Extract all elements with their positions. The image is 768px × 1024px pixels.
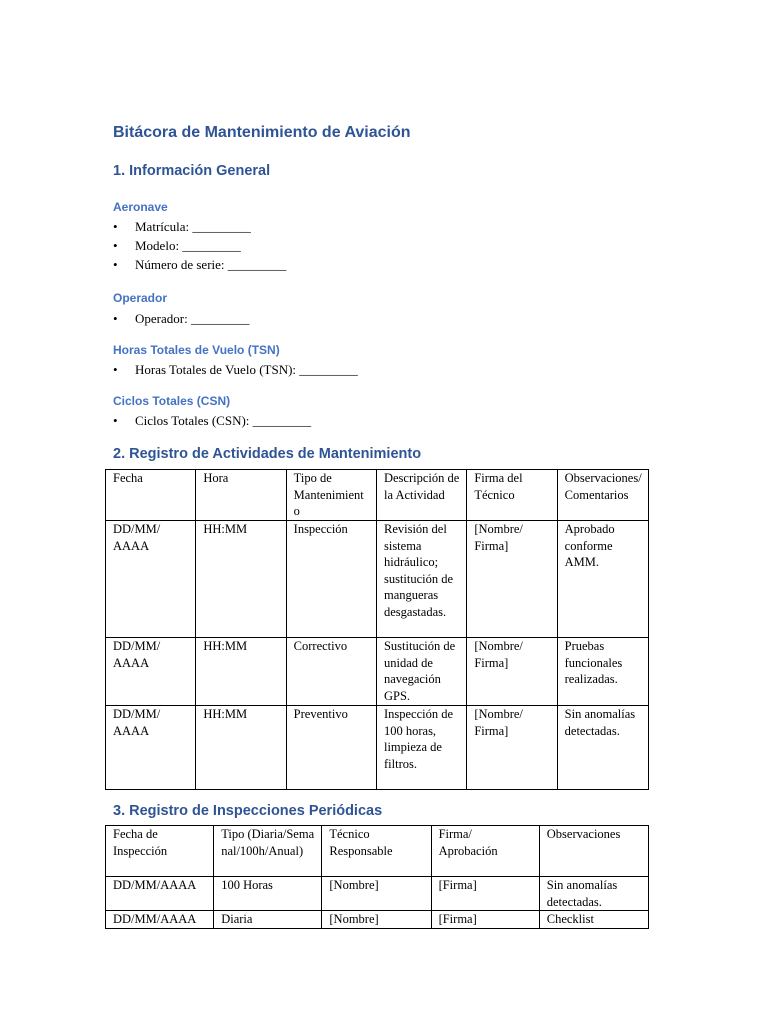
table-cell: [Nombre/ Firma] [467,706,557,790]
horas-list [113,360,358,379]
header-cell: Observaciones [539,826,648,877]
section-1-heading: 1. Información General [113,163,271,179]
table-row [106,877,649,911]
bullet-icon: • [113,362,118,377]
subheading-ciclos-totales: Ciclos Totales (CSN) [113,394,231,408]
table-cell: [Nombre] [322,877,431,911]
subheading-horas-totales: Horas Totales de Vuelo (TSN) [113,343,280,357]
header-cell: Firma/ Aprobación [431,826,539,877]
header-cell: Firma del Técnico [467,470,557,521]
subheading-operador: Operador [113,291,168,305]
list-item [113,360,358,379]
table-cell: Preventivo [286,706,376,790]
field-horas-totales: Horas Totales de Vuelo (TSN): _________ [135,362,358,377]
table-cell: HH:MM [196,638,286,706]
header-cell: Hora [196,470,286,521]
section-2-heading: 2. Registro de Actividades de Mantenimiento [113,446,422,462]
header-cell: Técnico Responsable [322,826,431,877]
header-cell: Tipo (Diaria/Semanal/100h/Anual) [214,826,322,877]
field-operador: Operador: _________ [135,311,250,326]
document-title: Bitácora de Mantenimiento de Aviación [113,124,411,141]
table-cell: Pruebas funcionales realizadas. [557,638,648,706]
bullet-icon: • [113,311,118,326]
list-item [113,236,286,255]
table-cell: Checklist [539,911,648,929]
field-ciclos-totales: Ciclos Totales (CSN): _________ [135,413,312,428]
header-cell: Fecha de Inspección [106,826,214,877]
table-row [106,521,649,638]
bullet-icon: • [113,413,118,428]
list-item [113,411,311,430]
field-matricula: Matrícula: _________ [135,219,251,234]
table-cell: [Nombre/ Firma] [467,521,557,638]
table-cell: [Nombre/ Firma] [467,638,557,706]
aeronave-list [113,217,286,274]
subheading-aeronave: Aeronave [113,200,168,214]
table-cell: Diaria [214,911,322,929]
table-cell: Correctivo [286,638,376,706]
bullet-icon: • [113,257,118,272]
table-header-row [106,826,649,877]
table-cell: Sin anomalías detectadas. [539,877,648,911]
table-cell: DD/MM/ AAAA [106,638,196,706]
table-cell: HH:MM [196,706,286,790]
table-cell: Inspección [286,521,376,638]
table-cell: 100 Horas [214,877,322,911]
table-row [106,911,649,929]
header-cell: Tipo de Mantenimiento [286,470,376,521]
field-modelo: Modelo: _________ [135,238,241,253]
header-cell: Descripción de la Actividad [376,470,466,521]
table-cell: DD/MM/AAAA [106,911,214,929]
table-row [106,706,649,790]
maintenance-activities-table [105,469,649,790]
section-3-heading: 3. Registro de Inspecciones Periódicas [113,803,383,819]
periodic-inspections-table [105,825,649,929]
table-row [106,638,649,706]
bullet-icon: • [113,238,118,253]
table-cell: Sin anomalías detectadas. [557,706,648,790]
bullet-icon: • [113,219,118,234]
table-cell: HH:MM [196,521,286,638]
table-cell: [Nombre] [322,911,431,929]
field-numero-serie: Número de serie: _________ [135,257,287,272]
table-header-row [106,470,649,521]
header-cell: Observaciones/ Comentarios [557,470,648,521]
table-cell: Revisión del sistema hidráulico; sustitución de mangueras desgastadas. [376,521,466,638]
table-cell: DD/MM/ AAAA [106,521,196,638]
table-cell: DD/MM/AAAA [106,877,214,911]
table-cell: Sustitución de unidad de navegación GPS. [376,638,466,706]
ciclos-list [113,411,311,430]
header-cell: Fecha [106,470,196,521]
table-cell: [Firma] [431,877,539,911]
list-item [113,255,286,274]
list-item [113,217,286,236]
list-item [113,309,249,328]
table-cell: Aprobado conforme AMM. [557,521,648,638]
table-cell: Inspección de 100 horas, limpieza de filtros. [376,706,466,790]
table-cell: DD/MM/ AAAA [106,706,196,790]
operador-list [113,309,249,328]
table-cell: [Firma] [431,911,539,929]
